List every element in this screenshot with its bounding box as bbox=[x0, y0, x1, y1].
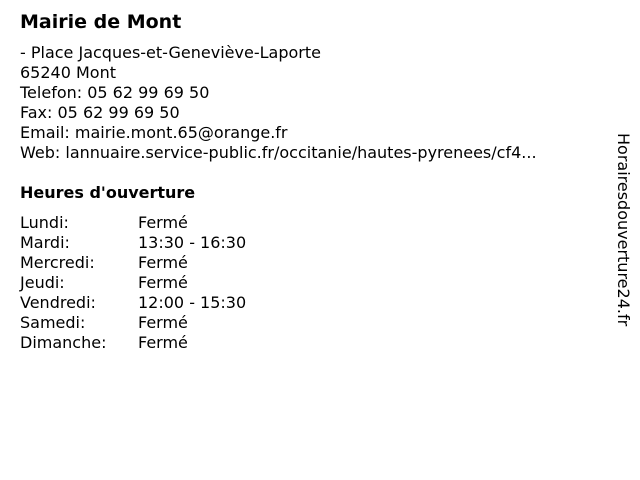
day-label: Lundi: bbox=[20, 213, 69, 232]
web-line bbox=[20, 143, 537, 163]
day-label: Jeudi: bbox=[20, 273, 65, 292]
day-label: Vendredi: bbox=[20, 293, 96, 312]
email-address: mairie.mont.65@orange.fr bbox=[74, 123, 288, 142]
phone-label: Telefon: bbox=[20, 83, 83, 102]
address-city: 65240 Mont bbox=[20, 63, 116, 82]
day-label: Mercredi: bbox=[20, 253, 95, 272]
fax-number: 05 62 99 69 50 bbox=[57, 103, 180, 122]
watermark-text: Horairesdouverture24.fr bbox=[614, 133, 633, 327]
day-label: Mardi: bbox=[20, 233, 70, 252]
hours-heading: Heures d'ouverture bbox=[20, 183, 196, 202]
address-street: - Place Jacques-et-Geneviève-Laporte bbox=[20, 43, 321, 62]
web-label: Web: bbox=[20, 143, 61, 162]
email-label: Email: bbox=[20, 123, 70, 142]
day-hours: 12:00 - 15:30 bbox=[138, 293, 247, 312]
day-hours: Fermé bbox=[138, 273, 188, 292]
web-address: lannuaire.service-public.fr/occitanie/hautes-pyrenees/cf4... bbox=[65, 143, 537, 162]
day-hours: Fermé bbox=[138, 213, 188, 232]
phone-line bbox=[20, 83, 537, 103]
day-hours: Fermé bbox=[138, 333, 188, 352]
email-line bbox=[20, 123, 537, 143]
day-hours: Fermé bbox=[138, 253, 188, 272]
day-hours: 13:30 - 16:30 bbox=[138, 233, 247, 252]
fax-line bbox=[20, 103, 537, 123]
contact-info bbox=[20, 43, 537, 163]
day-hours: Fermé bbox=[138, 313, 188, 332]
phone-number: 05 62 99 69 50 bbox=[87, 83, 210, 102]
day-label: Dimanche: bbox=[20, 333, 107, 352]
page-title: Mairie de Mont bbox=[20, 11, 182, 33]
day-label: Samedi: bbox=[20, 313, 86, 332]
fax-label: Fax: bbox=[20, 103, 53, 122]
